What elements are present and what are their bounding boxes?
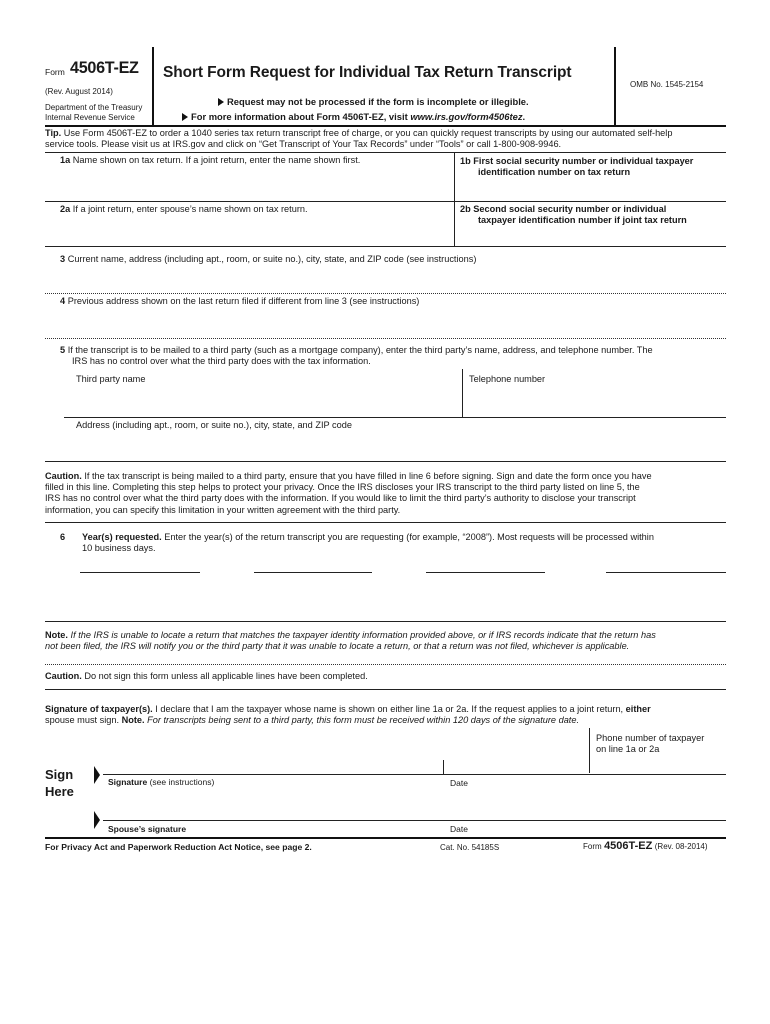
ssn-column-divider bbox=[454, 152, 455, 246]
spouse-signature-field[interactable] bbox=[103, 800, 441, 819]
name-field[interactable] bbox=[45, 168, 450, 200]
phone-divider bbox=[589, 728, 590, 773]
header-divider-left bbox=[152, 47, 154, 125]
department: Department of the Treasury bbox=[45, 103, 143, 112]
line-5-label bbox=[60, 345, 728, 367]
rule-after-1 bbox=[45, 201, 726, 202]
privacy-notice: For Privacy Act and Paperwork Reduction Act Notice, see page 2. bbox=[45, 842, 312, 852]
declaration-line-2: spouse must sign. bbox=[45, 715, 120, 726]
here-word: Here bbox=[45, 784, 74, 799]
form-url-link[interactable]: www.irs.gov/form4506tez bbox=[410, 111, 523, 122]
line-2b-number: 2b bbox=[460, 204, 471, 214]
line-6-label bbox=[82, 532, 730, 554]
year-field-2[interactable] bbox=[254, 556, 372, 573]
caution-line-4: information, you can specify this limitation in your written agreement with the third party. bbox=[45, 504, 401, 515]
third-party-name-field[interactable] bbox=[64, 386, 458, 416]
line-2a-number: 2a bbox=[60, 204, 71, 214]
phone-field[interactable] bbox=[592, 756, 726, 774]
line-2b-label bbox=[460, 204, 687, 226]
tip-label: Tip. bbox=[45, 128, 62, 138]
telephone-divider bbox=[462, 369, 463, 418]
current-address-field[interactable] bbox=[45, 267, 726, 293]
form-number: 4506T-EZ bbox=[70, 58, 139, 77]
date-field-1[interactable] bbox=[446, 756, 588, 774]
year-field-4[interactable] bbox=[606, 556, 726, 573]
year-field-1[interactable] bbox=[80, 556, 200, 573]
line-4-label bbox=[60, 296, 419, 306]
line-1a-number: 1a bbox=[60, 155, 71, 165]
line-1b-text-2: identification number on tax return bbox=[478, 167, 631, 178]
note-section bbox=[45, 630, 735, 652]
sign-arrow-icon bbox=[94, 766, 100, 784]
triangle-pointer-icon bbox=[182, 113, 188, 121]
caution-line-3: IRS has no control over what the third party does with the information. If you would like to limit the third party’s authority to disclose your transcript bbox=[45, 493, 636, 504]
declaration-either: either bbox=[625, 704, 651, 714]
notice-period: . bbox=[522, 111, 526, 122]
signature-label-text: Signature bbox=[108, 777, 148, 787]
agency: Internal Revenue Service bbox=[45, 113, 135, 122]
header-divider-right bbox=[614, 47, 616, 125]
line-1a-label bbox=[60, 155, 360, 165]
tip-line-1: Use Form 4506T-EZ to order a 1040 series tax return transcript free of charge, or you can quickly request transcripts by using our automated self-help bbox=[63, 128, 673, 138]
catalog-number: Cat. No. 54185S bbox=[440, 843, 500, 852]
line-2a-text: If a joint return, enter spouse’s name shown on tax return. bbox=[72, 204, 308, 214]
spouse-signature-rule bbox=[103, 820, 726, 821]
notice-incomplete bbox=[218, 96, 529, 107]
spouse-signature-label: Spouse’s signature bbox=[108, 824, 187, 834]
omb-number: OMB No. 1545-2154 bbox=[630, 80, 704, 89]
signature-declaration-label: Signature of taxpayer(s). bbox=[45, 704, 153, 714]
caution-sign bbox=[45, 671, 368, 681]
rule-after-note bbox=[45, 664, 726, 665]
line-6-text-1: Enter the year(s) of the return transcript you are requesting (for example, “2008”). Most requests will be processed within bbox=[164, 532, 654, 542]
note-label: Note. bbox=[45, 630, 68, 640]
telephone-number-label: Telephone number bbox=[469, 374, 546, 384]
third-party-name-label: Third party name bbox=[76, 374, 146, 384]
footer-form-id bbox=[583, 840, 708, 852]
line-1a-text: Name shown on tax return. If a joint return, enter the name shown first. bbox=[72, 155, 361, 165]
tip-line-2: service tools. Please visit us at IRS.gov and click on “Get Transcript of Your Tax Records” under “Tools” or call 1-800-908-9946. bbox=[45, 139, 562, 150]
previous-address-field[interactable] bbox=[45, 309, 726, 337]
caution-sign-text: Do not sign this form unless all applicable lines have been completed. bbox=[84, 671, 368, 681]
signature-instructions: (see instructions) bbox=[149, 777, 215, 787]
line-2b-text-1: Second social security number or individual bbox=[473, 204, 667, 214]
rule-after-caution bbox=[45, 522, 726, 523]
notice-more-info-text: For more information about Form 4506T-EZ, visit bbox=[191, 111, 411, 122]
header-rule bbox=[45, 125, 726, 127]
footer-form-word: Form bbox=[583, 842, 602, 851]
date-tick-1 bbox=[443, 760, 444, 775]
notice-more-info bbox=[182, 111, 525, 122]
rule-third-party bbox=[64, 417, 726, 418]
note-line-2: not been filed, the IRS will notify you or the third party that it was unable to locate a return, or that a return was not filed, whichever is applicable. bbox=[45, 641, 630, 652]
revision-date: (Rev. August 2014) bbox=[45, 87, 113, 96]
line-5-text-1: If the transcript is to be mailed to a third party (such as a mortgage company), enter the third party’s name, address, and telephone number. The bbox=[67, 345, 653, 355]
line-1b-label bbox=[460, 156, 693, 178]
sign-word: Sign bbox=[45, 767, 74, 782]
year-field-3[interactable] bbox=[426, 556, 545, 573]
line-5-text-2: IRS has no control over what the third party does with the tax information. bbox=[72, 356, 371, 367]
line-2b-text-2: taxpayer identification number if joint tax return bbox=[478, 215, 687, 226]
line-4-text: Previous address shown on the last return filed if different from line 3 (see instructions) bbox=[67, 296, 420, 306]
footer-form-number: 4506T-EZ bbox=[604, 840, 653, 852]
spouse-name-field[interactable] bbox=[45, 217, 450, 245]
phone-label-2: on line 1a or 2a bbox=[596, 744, 660, 755]
date-field-2[interactable] bbox=[446, 800, 588, 819]
notice-incomplete-text: Request may not be processed if the form is incomplete or illegible. bbox=[227, 96, 529, 107]
footer-rule bbox=[45, 837, 726, 839]
rule-after-4 bbox=[45, 338, 726, 339]
date-label-1: Date bbox=[450, 778, 468, 788]
rule-after-3 bbox=[45, 293, 726, 294]
year-requested-label: Year(s) requested. bbox=[82, 532, 162, 542]
footer-revision: (Rev. 08-2014) bbox=[654, 842, 708, 851]
caution-sign-label: Caution. bbox=[45, 671, 82, 681]
sign-here bbox=[45, 766, 74, 800]
line-6-number: 6 bbox=[60, 532, 66, 542]
third-party-address-label: Address (including apt., room, or suite no.), city, state, and ZIP code bbox=[76, 420, 352, 430]
line-2a-label bbox=[60, 204, 308, 214]
form-word: Form bbox=[45, 67, 65, 77]
line-4-number: 4 bbox=[60, 296, 66, 306]
line-6-text-2: 10 business days. bbox=[82, 543, 156, 554]
line-3-label bbox=[60, 254, 476, 264]
signature-declaration bbox=[45, 704, 735, 726]
second-ssn-field[interactable] bbox=[460, 228, 726, 246]
first-ssn-field[interactable] bbox=[460, 180, 726, 200]
declaration-note-label: Note. bbox=[121, 715, 145, 726]
rule-after-6 bbox=[45, 621, 726, 622]
spouse-arrow-icon bbox=[94, 811, 100, 829]
rule-after-caution-2 bbox=[45, 689, 726, 690]
line-1b-text-1: First social security number or individual taxpayer bbox=[473, 156, 694, 166]
signature-field[interactable] bbox=[103, 756, 441, 774]
declaration-note: For transcripts being sent to a third party, this form must be received within 120 days of the signature date. bbox=[147, 715, 580, 726]
signature-label bbox=[108, 777, 214, 787]
phone-label-1: Phone number of taxpayer bbox=[596, 733, 705, 743]
declaration-line-1: I declare that I am the taxpayer whose name is shown on either line 1a or 2a. If the request applies to a joint return, bbox=[155, 704, 624, 714]
telephone-field[interactable] bbox=[466, 386, 726, 416]
line-5-number: 5 bbox=[60, 345, 66, 355]
line-3-text: Current name, address (including apt., room, or suite no.), city, state, and ZIP code (see instructions) bbox=[67, 254, 477, 264]
triangle-pointer-icon bbox=[218, 98, 224, 106]
third-party-address-field[interactable] bbox=[64, 432, 726, 460]
signature-rule bbox=[103, 774, 726, 775]
rule-after-2 bbox=[45, 246, 726, 247]
rule-after-5 bbox=[45, 461, 726, 462]
caution-third-party bbox=[45, 471, 730, 516]
tip-section bbox=[45, 128, 727, 150]
note-line-1: If the IRS is unable to locate a return that matches the taxpayer identity information provided above, or if IRS records indicate that the return has bbox=[70, 630, 656, 640]
caution-line-1: If the tax transcript is being mailed to a third party, ensure that you have filled in line 6 before signing. Sign and date the form once you have bbox=[84, 471, 652, 481]
caution-line-2: filled in this line. Completing this step helps to protect your privacy. Once the IRS discloses your IRS transcript to the third party listed on line 5, the bbox=[45, 482, 640, 493]
line-3-number: 3 bbox=[60, 254, 66, 264]
tip-rule bbox=[45, 152, 726, 153]
page-title: Short Form Request for Individual Tax Return Transcript bbox=[163, 64, 572, 81]
line-1b-number: 1b bbox=[460, 156, 471, 166]
caution-label: Caution. bbox=[45, 471, 82, 481]
phone-label bbox=[596, 733, 704, 755]
date-label-2: Date bbox=[450, 824, 468, 834]
